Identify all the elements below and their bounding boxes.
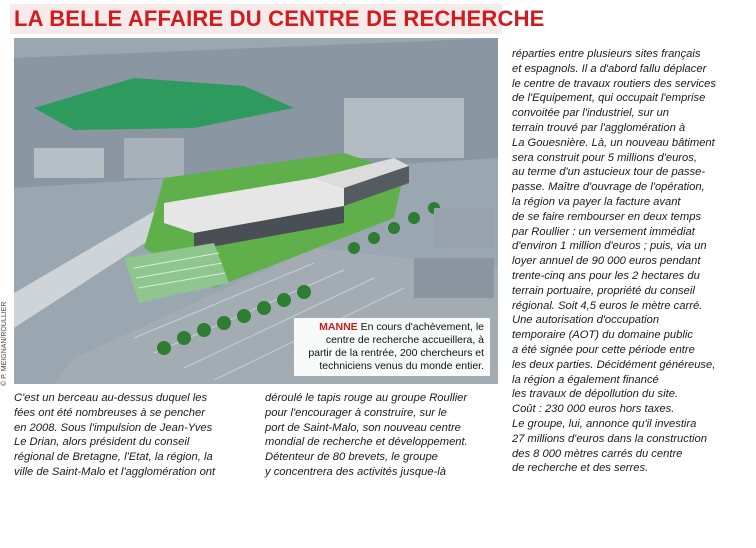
text-line: les travaux de dépollution du site. [512, 388, 679, 401]
text-line: par Roullier : un versement immédiat [512, 225, 695, 238]
text-line: des 8 000 mètres carrés du centre [512, 447, 683, 460]
text-line: Le groupe, lui, annonce qu'il investira [512, 417, 697, 430]
text-line: régional de Bretagne, l'Etat, la région, la [14, 451, 213, 464]
text-line: mondial de recherche et développement. [265, 436, 468, 449]
aerial-photo [14, 38, 498, 384]
text-line: Une autorisation d'occupation [512, 314, 660, 327]
text-line: Le Drian, alors président du conseil [14, 436, 190, 449]
text-line: la région va payer la facture avant [512, 195, 681, 208]
text-line: de recherche et des serres. [512, 462, 649, 475]
text-line: ville de Saint-Malo et l'agglomération ont [14, 465, 216, 478]
article-headline: LA BELLE AFFAIRE DU CENTRE DE RECHERCHE [14, 6, 545, 31]
text-line: au terme d'un astucieux tour de passe- [512, 166, 706, 179]
caption-text: En cours d'achèvement, le centre de recherche accueillera, à partir de la rentrée, 200 chercheurs et techniciens venus du monde entier. [308, 321, 484, 372]
text-line: en 2008. Sous l'impulsion de Jean-Yves [14, 421, 213, 434]
text-line: convoitée par l'industriel, sur un [512, 107, 669, 120]
text-line: de l'Equipement, qui occupait l'emprise [512, 92, 706, 105]
text-line: trente-cinq ans pour les 2 hectares du [512, 269, 700, 282]
text-line: La Gouesnière. Là, un nouveau bâtiment [512, 136, 715, 149]
text-line: de se faire rembourser en deux temps [512, 210, 702, 223]
text-line: régional. Soit 4,5 euros le mètre carré. [512, 299, 703, 312]
article-column-2 [265, 391, 501, 480]
text-line: port de Saint-Malo, son nouveau centre [265, 421, 461, 434]
text-line: a été signée pour cette période entre [512, 343, 695, 356]
text-line: terrain trouvé par l'agglomération à [512, 121, 686, 134]
text-line: C'est un berceau au-dessus duquel les [14, 392, 208, 404]
photo-credit [1, 300, 13, 386]
text-line: temporaire (AOT) du domaine public [512, 329, 693, 342]
text-line: 27 millions d'euros dans la construction [512, 432, 707, 445]
text-line: passe. Maître d'ouvrage de l'opération, [512, 181, 705, 194]
text-line: terrain portuaire, propriété du conseil [512, 284, 695, 297]
text-line: pour l'encourager à construire, sur le [265, 406, 447, 419]
caption-keyword: MANNE [319, 321, 358, 333]
text-line: et espagnols. Il a d'abord fallu déplacer [512, 62, 707, 75]
text-line: la région a également financé [512, 373, 659, 386]
photo-credit-text: © P. MEIGNAN/ROULLIER [1, 301, 8, 386]
text-line: Coût : 230 000 euros hors taxes. [512, 403, 675, 416]
text-line: fées ont été nombreuses à se pencher [14, 406, 205, 419]
text-line: sera construit pour 5 millions d'euros, [512, 151, 697, 164]
text-line: y concentrera des activités jusque-là [265, 465, 446, 478]
text-line: d'environ 1 million d'euros ; puis, via un [512, 240, 707, 253]
photo-caption [294, 318, 490, 376]
text-line: réparties entre plusieurs sites français [512, 48, 701, 60]
text-line: déroulé le tapis rouge au groupe Roullier [265, 392, 468, 404]
text-line: les deux parties. Décidément généreuse, [512, 358, 716, 371]
article-column-3 [512, 47, 750, 476]
article-column-1 [14, 391, 250, 480]
text-line: loyer annuel de 90 000 euros pendant [512, 255, 701, 268]
text-line: le centre de travaux routiers des services [512, 77, 716, 90]
text-line: Détenteur de 80 brevets, le groupe [265, 451, 438, 464]
